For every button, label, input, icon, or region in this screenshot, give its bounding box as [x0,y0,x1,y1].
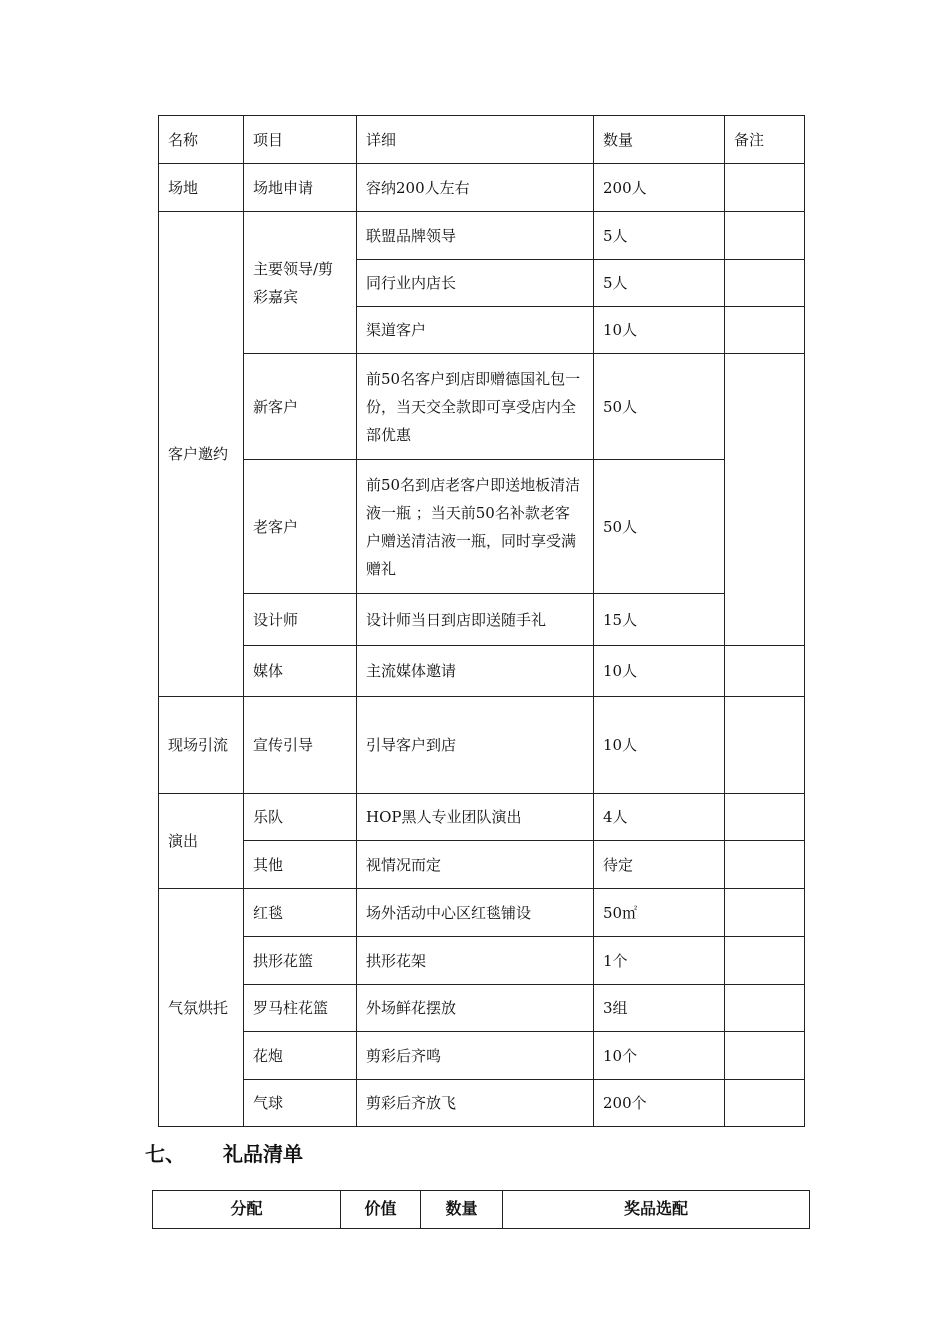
table-cell: 10人 [594,697,725,794]
table-row [159,794,805,841]
table-cell: 气氛烘托 [159,889,244,1127]
table-cell: 前50名到店老客户即送地板清洁液一瓶 ；当天前50名补款老客户赠送清洁液一瓶，同时享受满赠礼 [357,460,594,594]
table-cell [725,794,805,841]
table-cell: 引导客户到店 [357,697,594,794]
table-row [159,594,805,646]
table-cell: 同行业内店长 [357,260,594,307]
table-cell: 3组 [594,985,725,1032]
table-cell: 拱形花架 [357,937,594,985]
table-cell: 视情况而定 [357,841,594,889]
table-row [159,937,805,985]
table-cell [725,985,805,1032]
table-cell: 200个 [594,1080,725,1127]
header-quantity: 数量 [421,1191,503,1229]
table-cell: 1个 [594,937,725,985]
table-cell: 红毯 [244,889,357,937]
table-cell: 50人 [594,460,725,594]
table-cell: 客户邀约 [159,212,244,697]
table-cell [725,937,805,985]
table-cell [725,646,805,697]
gift-list-table [152,1190,810,1229]
table-cell: 演出 [159,794,244,889]
table-cell [725,1080,805,1127]
table-cell: 50人 [594,354,725,460]
table-cell: 气球 [244,1080,357,1127]
table-cell: 媒体 [244,646,357,697]
table-cell [725,354,805,646]
table-cell: 200人 [594,164,725,212]
table-cell [725,212,805,260]
header-prize: 奖品选配 [503,1191,810,1229]
table-cell: 10个 [594,1032,725,1080]
section-number: 七、 [145,1144,185,1166]
table-cell: HOP黑人专业团队演出 [357,794,594,841]
header-row [153,1191,810,1229]
table-row [159,354,805,460]
table-cell: 15人 [594,594,725,646]
header-remark: 备注 [725,116,805,164]
table-cell: 50㎡ [594,889,725,937]
table-cell: 场地 [159,164,244,212]
header-name: 名称 [159,116,244,164]
table-cell [725,164,805,212]
table-cell: 剪彩后齐鸣 [357,1032,594,1080]
event-plan-table [158,115,805,1127]
table-cell: 场外活动中心区红毯铺设 [357,889,594,937]
table-cell: 5人 [594,212,725,260]
table-row [159,164,805,212]
table-cell: 主流媒体邀请 [357,646,594,697]
table-cell: 10人 [594,646,725,697]
table-row [159,212,805,260]
table-row [159,1032,805,1080]
table-row [159,646,805,697]
table-cell: 外场鲜花摆放 [357,985,594,1032]
header-row [159,116,805,164]
table-row [159,697,805,794]
table-row [159,889,805,937]
header-quantity: 数量 [594,116,725,164]
table-cell: 前50名客户到店即赠德国礼包一份，当天交全款即可享受店内全部优惠 [357,354,594,460]
table-cell: 罗马柱花篮 [244,985,357,1032]
table-cell: 渠道客户 [357,307,594,354]
header-allocation: 分配 [153,1191,341,1229]
table-cell: 乐队 [244,794,357,841]
header-item: 项目 [244,116,357,164]
table-cell: 5人 [594,260,725,307]
table-row [159,1080,805,1127]
table-cell: 4人 [594,794,725,841]
table-cell [725,841,805,889]
table-cell: 花炮 [244,1032,357,1080]
table-cell [725,1032,805,1080]
table-cell: 现场引流 [159,697,244,794]
table-cell: 宣传引导 [244,697,357,794]
header-detail: 详细 [357,116,594,164]
table-cell: 设计师 [244,594,357,646]
table-cell: 容纳200人左右 [357,164,594,212]
table-cell: 设计师当日到店即送随手礼 [357,594,594,646]
table-cell: 10人 [594,307,725,354]
table-cell: 场地申请 [244,164,357,212]
table-cell: 剪彩后齐放飞 [357,1080,594,1127]
table-cell: 主要领导/剪彩嘉宾 [244,212,357,354]
table-row [159,841,805,889]
table-cell: 新客户 [244,354,357,460]
table-cell [725,260,805,307]
table-row [159,985,805,1032]
section-title: 礼品清单 [223,1144,303,1166]
table-cell: 老客户 [244,460,357,594]
table-cell [725,307,805,354]
section-heading [145,1138,303,1167]
table-cell: 联盟品牌领导 [357,212,594,260]
table-cell [725,697,805,794]
header-value: 价值 [341,1191,421,1229]
table-cell [725,889,805,937]
table-cell: 待定 [594,841,725,889]
table-cell: 其他 [244,841,357,889]
table-row [159,460,805,594]
table-cell: 拱形花篮 [244,937,357,985]
